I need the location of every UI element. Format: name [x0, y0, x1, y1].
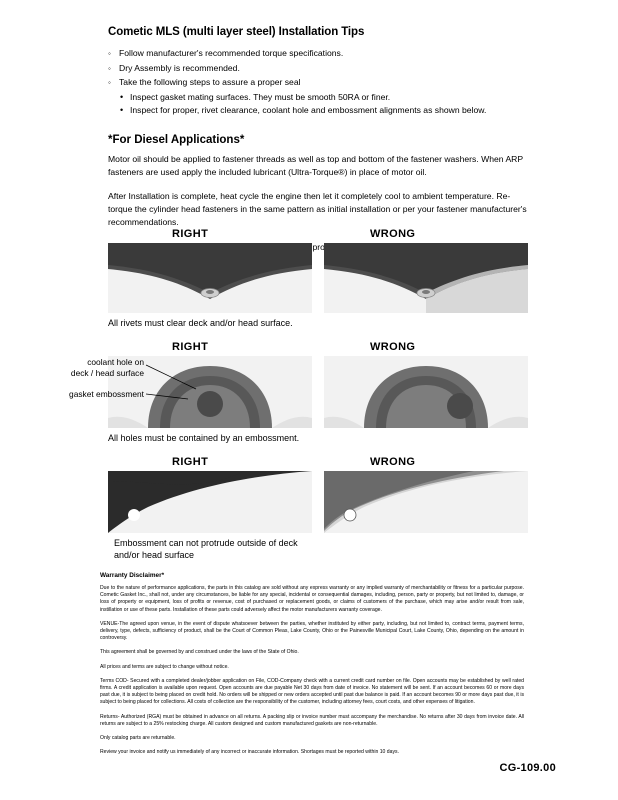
rivet-correct-illustration [108, 243, 312, 313]
warranty-paragraph: This agreement shall be governed by and construed under the laws of the State of Ohio. [100, 649, 299, 656]
warranty-paragraph: Terms COD- Secured with a completed dealer/jobber application on File, COD-Company check with a current credit card number on file. Open accounts may be established by well rated firms. A credit application is available upon request. Open accounts are due payable Net 30 days from date of invoice. No statement will be sent. If an account becomes 60 or more days past due, it is subject to being placed on credit hold. No orders will be shipped or new orders accepted until past due balance is paid. If an account becomes 90 or more days past due, it is subject to being placed for collections. All costs of collection are the responsibility of the customer, including attorney fees, court costs, and other expenses of litigation. [100, 677, 524, 706]
callout-coolant-hole-line2: deck / head surface [70, 368, 144, 378]
embossment-incorrect-illustration [324, 356, 528, 428]
subtip-text: Inspect for proper, rivet clearance, coolant hole and embossment alignments as shown below. [130, 105, 487, 115]
dot-bullet-icon: • [120, 105, 124, 115]
list-item [108, 76, 528, 90]
figure-3-wrong-panel [324, 471, 528, 533]
tips-list [108, 47, 528, 90]
tips-sublist [120, 91, 528, 118]
document-number: CG-109.00 [499, 762, 556, 774]
protrusion-incorrect-illustration [324, 471, 528, 533]
tip-text: Follow manufacturer's recommended torque specifications. [119, 48, 344, 58]
figure-1-wrong-panel [324, 243, 528, 313]
figure-1-right-label: RIGHT [172, 228, 209, 240]
callout-leader-lines [28, 341, 228, 421]
subtip-text: Inspect gasket mating surfaces. They must be smooth 50RA or finer. [130, 91, 391, 102]
circle-bullet-icon: ◦ [108, 49, 111, 58]
callout-gasket-embossment: gasket embossment [69, 389, 144, 399]
figure-3-wrong-label: WRONG [370, 456, 416, 468]
warranty-paragraph: All prices and terms are subject to change without notice. [100, 663, 229, 670]
figure-2-caption: All holes must be contained by an embossment. [108, 433, 300, 443]
diesel-heading: *For Diesel Applications* [108, 133, 245, 146]
dot-bullet-icon: • [120, 91, 124, 102]
warranty-paragraph: Only catalog parts are returnable. [100, 735, 176, 742]
diesel-paragraph-1: Motor oil should be applied to fastener threads as well as top and bottom of the fastener washers. When ARP fasteners are used apply the included lubricant (Ultra-Torque®) in place of motor oil. [108, 153, 523, 177]
figure-2-wrong-label: WRONG [370, 341, 416, 353]
rivet-incorrect-illustration [324, 243, 528, 313]
figure-3-caption [114, 537, 528, 561]
warranty-paragraph: VENUE-The agreed upon venue, in the event of dispute whatsoever between the parties, whether instituted by either party, including, but not limited to, contract terms, payment terms, delivery, type, defects, sufficiency of product, shall be the Court of Common Pleas, Lake County, Ohio or the Painesville Municipal Court, Lake County, Ohio, depending on the amount in controversy. [100, 620, 524, 642]
circle-bullet-icon: ◦ [108, 78, 111, 87]
figure-1-caption: All rivets must clear deck and/or head surface. [108, 318, 293, 328]
figure-2-wrong-panel [324, 356, 528, 428]
figure-rivets [108, 228, 528, 329]
figure-1-right-panel [108, 243, 312, 313]
figure-3-right-label: RIGHT [172, 456, 209, 468]
diesel-paragraph-2: After Installation is complete, heat cycle the engine then let it completely cool to ambient temperature. Re-torque the cylinder head fasteners in the same pattern as initial installation or per your fastener manufacturer's recommendations. [108, 190, 527, 228]
tip-text: Dry Assembly is recommended. [119, 62, 240, 73]
list-item [120, 104, 528, 118]
figure-3-right-panel [108, 471, 312, 533]
installation-tips-section [108, 26, 528, 254]
figure-1-wrong-label: WRONG [370, 228, 416, 240]
figure-embossment [69, 341, 528, 444]
figure-3-caption-line2: and/or head surface [114, 550, 195, 560]
warranty-heading: Warranty Disclaimer* [100, 572, 165, 579]
warranty-paragraph: Review your invoice and notify us immediately of any incorrect or inaccurate information. Shortages must be reported within 10 days. [100, 749, 399, 756]
figure-protrusion [108, 456, 528, 561]
tip-text: Take the following steps to assure a proper seal [119, 77, 301, 87]
warranty-section [100, 572, 524, 763]
warranty-paragraph: Returns- Authorized (RGA) must be obtained in advance on all returns. A packing slip or invoice number must accompany the merchandise. No returns after 30 days from invoice date. All returns are subject to a 25% restocking charge. All custom designed and custom manufactured gaskets are non-returnable. [100, 713, 524, 727]
figure-3-caption-line1: Embossment can not protrude outside of deck [114, 538, 298, 548]
list-item [108, 47, 528, 61]
figure-2-right-label: RIGHT [172, 341, 209, 353]
list-item [120, 91, 528, 105]
circle-bullet-icon: ◦ [108, 63, 111, 73]
figures-section [69, 228, 528, 561]
warranty-paragraph: Due to the nature of performance applications, the parts in this catalog are sold without any express warranty or any implied warranty of merchantability or fitness for a particular purpose. Cometic Gasket Inc., shall not, under any circumstances, be liable for any special, incidental or consequential damages, including, person, party or property, but not limited to, damage, or loss of property or equipment, loss of profits or revenue, cost of purchased or replacement goods, or claims of customers of the purchase, which may arise and/or result from sale, instillation or use of these parts. Installation of these parts could adversely affect the motor manufacturers warranty coverage. [100, 585, 524, 613]
page-title: Cometic MLS (multi layer steel) Installation Tips [108, 26, 365, 38]
callout-coolant-hole-line1: coolant hole on [87, 357, 144, 367]
protrusion-correct-illustration [108, 471, 312, 533]
list-item [108, 62, 528, 76]
